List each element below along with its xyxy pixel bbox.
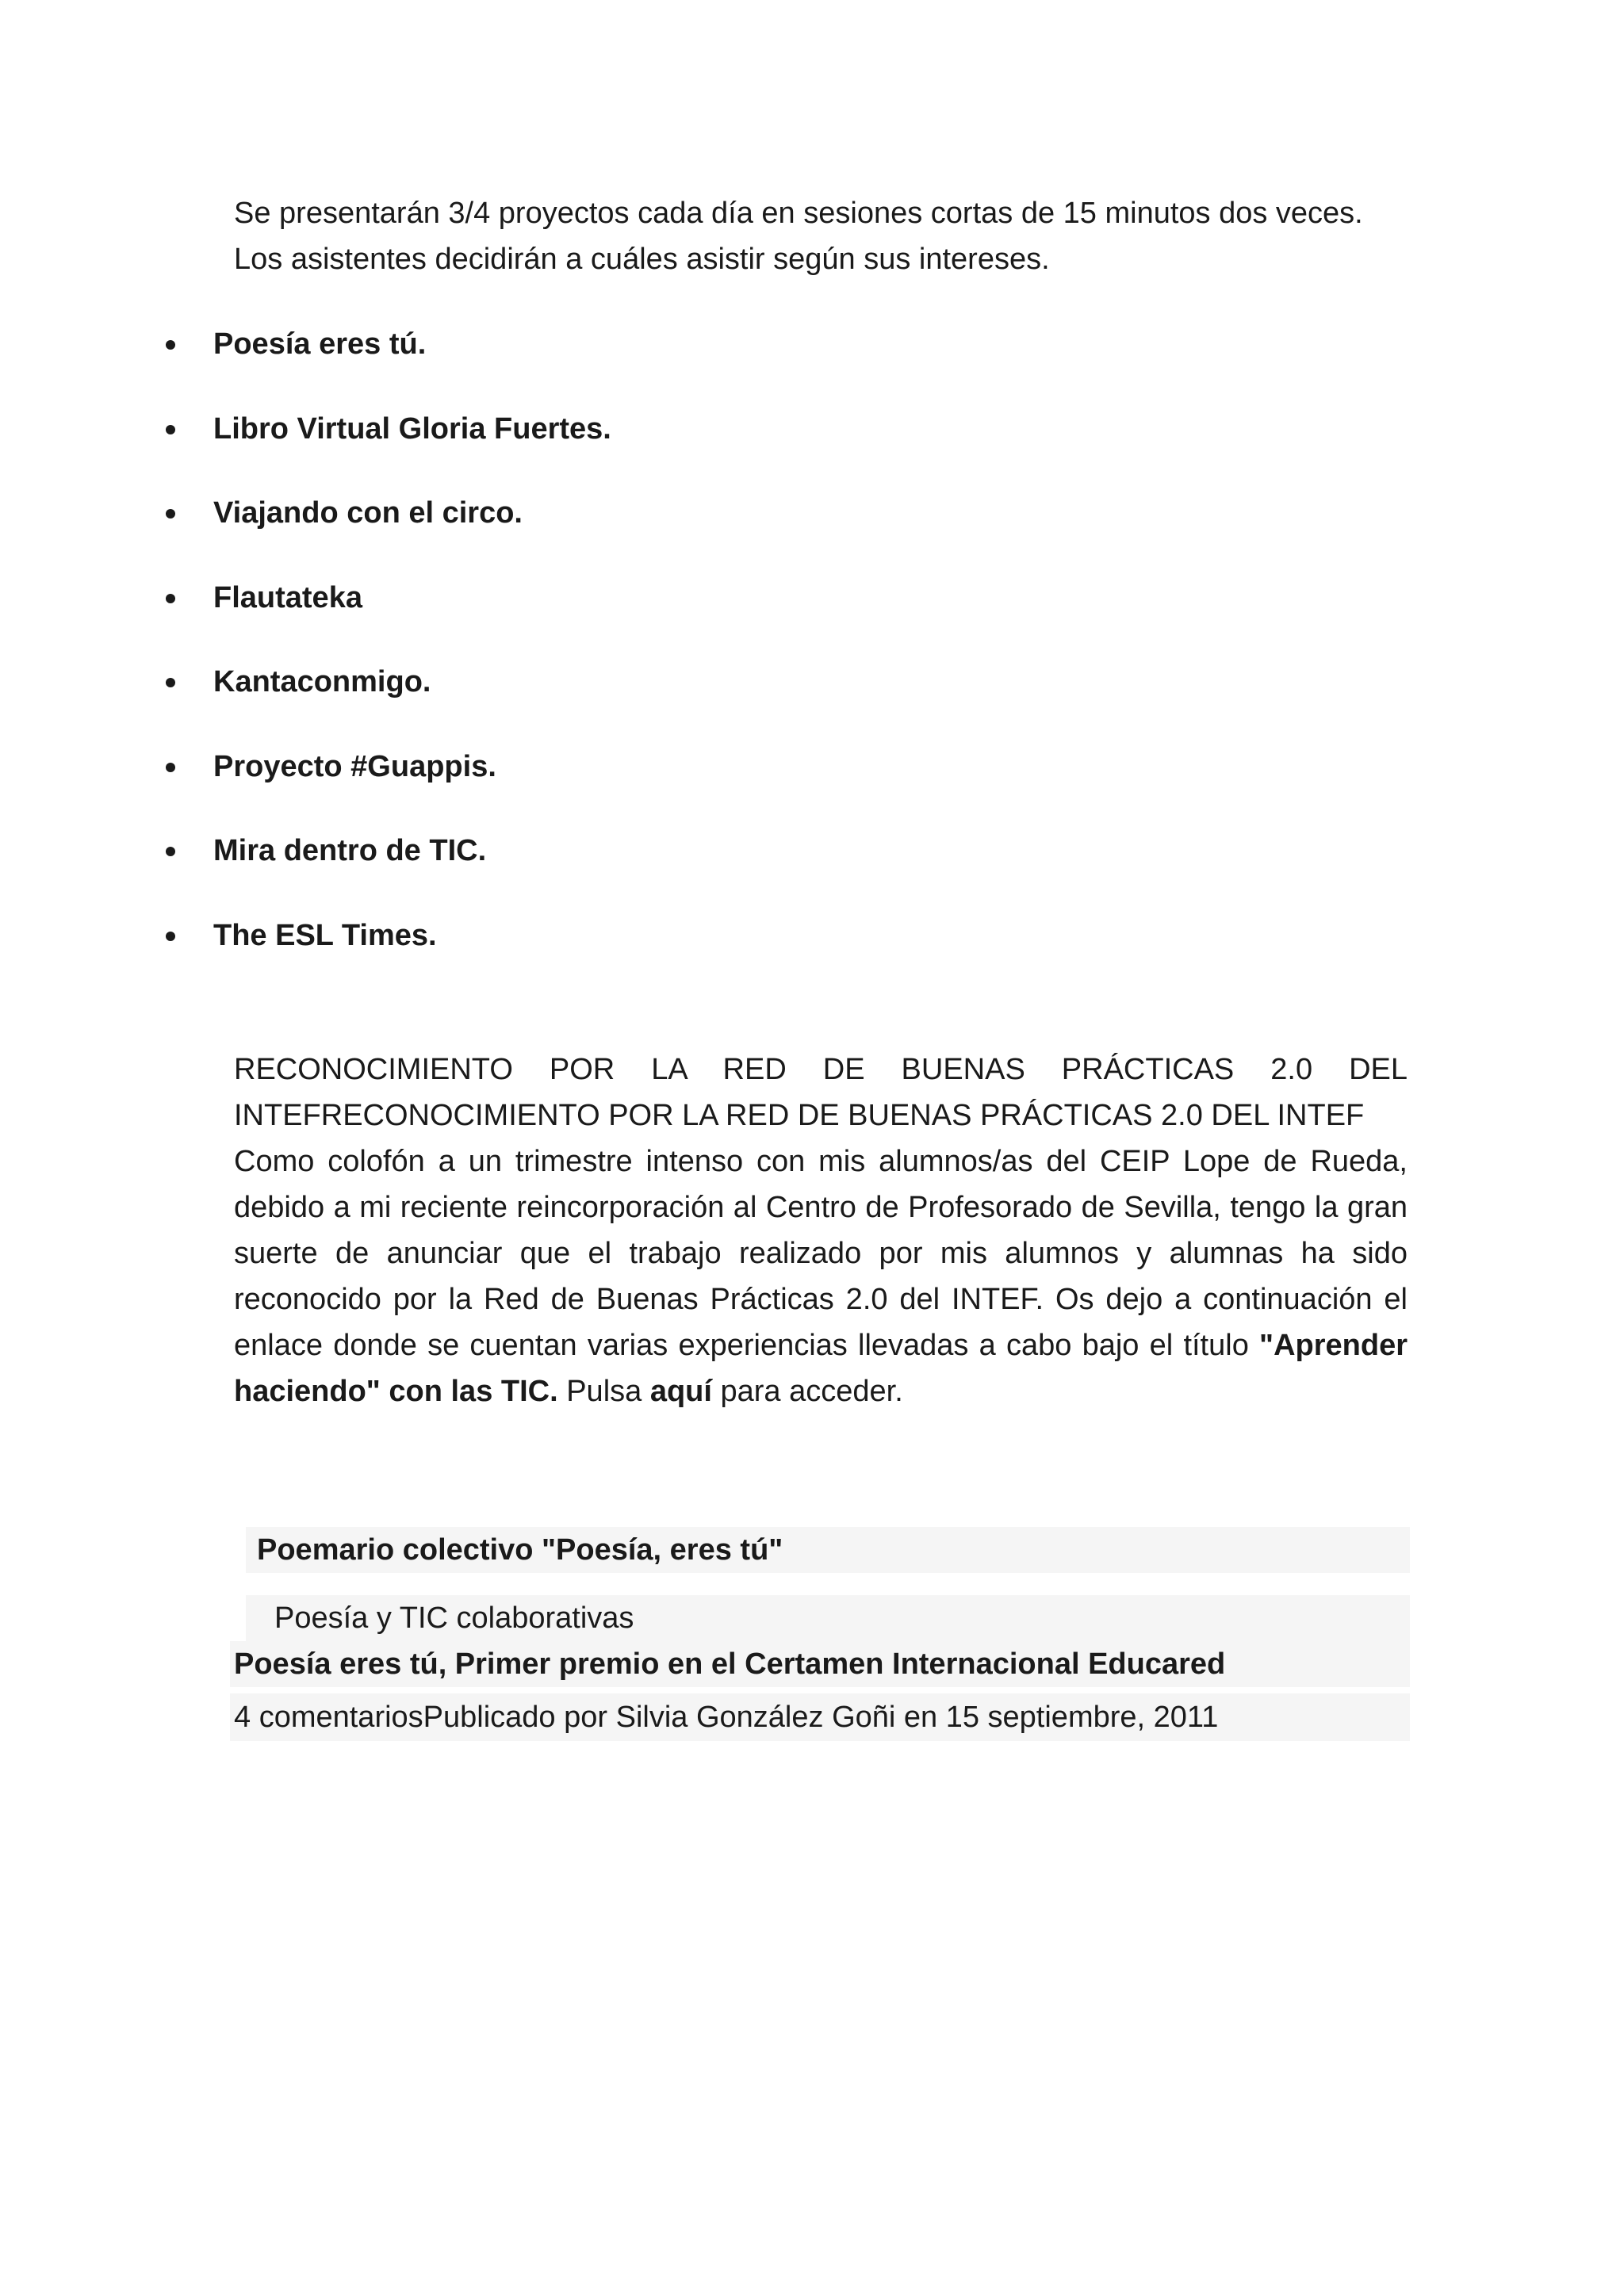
list-item [163,828,611,913]
post-meta: 4 comentariosPublicado por Silvia González Goñi en 15 septiembre, 2011 [234,1701,1219,1734]
list-item [163,575,611,660]
project-label: Kantaconmigo. [213,665,431,698]
project-label: Viajando con el circo. [213,496,523,530]
project-label: Proyecto #Guappis. [213,749,496,783]
list-item [163,744,611,828]
project-list [163,321,611,997]
recognition-body-text-3: para acceder. [711,1375,903,1408]
list-item [163,913,611,997]
bullet-icon [166,847,175,856]
project-label: The ESL Times. [213,918,437,952]
bullet-icon [166,509,175,519]
bullet-icon [166,340,175,350]
post-subtitle: Poesía y TIC colaborativas [274,1601,634,1635]
bullet-icon [166,594,175,603]
bullet-icon [166,763,175,772]
project-label: Poesía eres tú. [213,327,427,361]
bullet-icon [166,425,175,434]
post-title[interactable]: Poemario colectivo "Poesía, eres tú" [257,1533,783,1567]
bullet-icon [166,932,175,941]
recognition-bold-title: "Aprender haciendo" con las TIC. [234,1329,1408,1408]
project-label: Mira dentro de TIC. [213,834,487,867]
project-label: Libro Virtual Gloria Fuertes. [213,411,611,446]
recognition-section [234,1047,1408,1414]
bullet-icon [166,678,175,687]
list-item [163,321,611,406]
post-award[interactable]: Poesía eres tú, Primer premio en el Certamen Internacional Educared [234,1647,1226,1681]
list-item [163,406,611,491]
intro-paragraph: Se presentarán 3/4 proyectos cada día en sesiones cortas de 15 minutos dos veces. Los asistentes decidirán a cuáles asistir según sus intereses. [234,197,1363,276]
list-item [163,659,611,744]
project-label: Flautateka [213,580,362,614]
recognition-title: RECONOCIMIENTO POR LA RED DE BUENAS PRÁCTICAS 2.0 DEL INTEFRECONOCIMIENTO POR LA RED DE BUENAS PRÁCTICAS 2.0 DEL INTEF [234,1053,1408,1132]
list-item [163,490,611,575]
recognition-link[interactable]: aquí [649,1375,712,1408]
recognition-body-text-2: Pulsa [557,1375,650,1408]
recognition-body-text: Como colofón a un trimestre intenso con mis alumnos/as del CEIP Lope de Rueda, debido a mi reciente reincorporación al Centro de Profesorado de Sevilla, tengo la gran suerte de anunciar que el trabajo realizado por mis alumnos y alumnas ha sido reconocido por la Red de Buenas Prácticas 2.0 del INTEF. Os dejo a continuación el enlace donde se cuentan varias experiencias llevadas a cabo bajo el título [234,1145,1408,1362]
